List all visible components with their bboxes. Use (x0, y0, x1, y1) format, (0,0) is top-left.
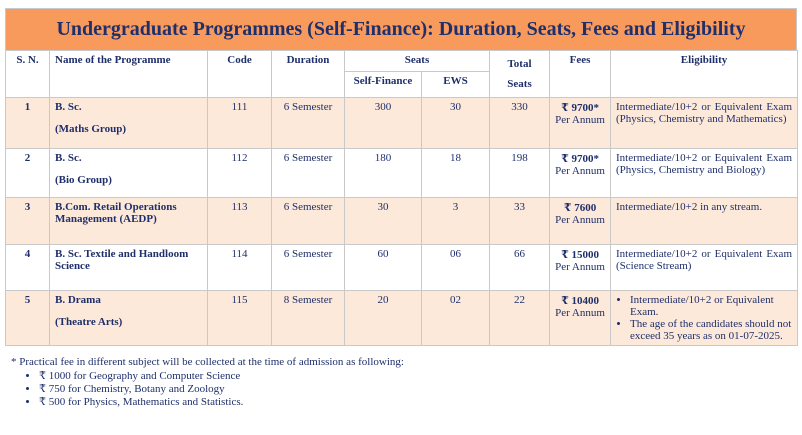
table-header-row (6, 51, 798, 72)
row-name: B. Sc. Textile and Handloom Science (50, 245, 208, 291)
row-total: 330 (490, 98, 550, 149)
row-sn: 5 (6, 291, 50, 346)
header-eligibility: Eligibility (611, 51, 798, 98)
header-total-seats: Total Seats (490, 51, 550, 98)
note-intro: * Practical fee in different subject will be collected at the time of admission as following: (11, 356, 404, 368)
row-duration: 6 Semester (272, 149, 345, 198)
table-row (6, 245, 798, 291)
note-list (11, 370, 797, 409)
row-code: 112 (208, 149, 272, 198)
row-duration: 6 Semester (272, 198, 345, 245)
table-row (6, 98, 798, 149)
row-ews: 30 (422, 98, 490, 149)
row-total: 66 (490, 245, 550, 291)
row-fee: ₹ 15000 Per Annum (550, 245, 611, 291)
row-name: B.Com. Retail Operations Management (AEDP) (50, 198, 208, 245)
row-sn: 3 (6, 198, 50, 245)
eligibility-bullets (616, 294, 792, 342)
row-fee: ₹ 7600 Per Annum (550, 198, 611, 245)
row-self-finance: 20 (345, 291, 422, 346)
row-self-finance: 180 (345, 149, 422, 198)
row-eligibility: Intermediate/10+2 or Equivalent Exam (Physics, Chemistry and Biology) (611, 149, 798, 198)
row-duration: 8 Semester (272, 291, 345, 346)
header-duration: Duration (272, 51, 345, 98)
header-name: Name of the Programme (50, 51, 208, 98)
row-fee: ₹ 10400 Per Annum (550, 291, 611, 346)
list-item: • ₹ 750 for Chemistry, Botany and Zoology (39, 383, 797, 396)
row-self-finance: 30 (345, 198, 422, 245)
row-self-finance: 300 (345, 98, 422, 149)
row-ews: 06 (422, 245, 490, 291)
table-row (6, 149, 798, 198)
row-ews: 3 (422, 198, 490, 245)
table-row (6, 291, 798, 346)
row-name: B. Sc. (Maths Group) (50, 98, 208, 149)
row-code: 114 (208, 245, 272, 291)
row-total: 33 (490, 198, 550, 245)
header-fees: Fees (550, 51, 611, 98)
row-eligibility: Intermediate/10+2 or Equivalent Exam (Science Stream) (611, 245, 798, 291)
row-code: 113 (208, 198, 272, 245)
row-eligibility: Intermediate/10+2 in any stream. (611, 198, 798, 245)
row-eligibility: Intermediate/10+2 or Equivalent Exam (Physics, Chemistry and Mathematics) (611, 98, 798, 149)
row-duration: 6 Semester (272, 98, 345, 149)
row-self-finance: 60 (345, 245, 422, 291)
list-item: • ₹ 1000 for Geography and Computer Science (39, 370, 797, 383)
list-item: • Intermediate/10+2 or Equivalent Exam. (630, 294, 792, 318)
programmes-panel (5, 8, 797, 409)
list-item: • ₹ 500 for Physics, Mathematics and Statistics. (39, 396, 797, 409)
row-ews: 18 (422, 149, 490, 198)
list-item: • The age of the candidates should not exceed 35 years as on 01-07-2025. (630, 318, 792, 342)
row-fee: ₹ 9700* Per Annum (550, 98, 611, 149)
table-row (6, 198, 798, 245)
row-sn: 4 (6, 245, 50, 291)
row-duration: 6 Semester (272, 245, 345, 291)
row-fee: ₹ 9700* Per Annum (550, 149, 611, 198)
row-code: 115 (208, 291, 272, 346)
row-total: 198 (490, 149, 550, 198)
row-total: 22 (490, 291, 550, 346)
row-sn: 2 (6, 149, 50, 198)
row-name: B. Sc. (Bio Group) (50, 149, 208, 198)
row-eligibility (611, 291, 798, 346)
header-self-finance: Self-Finance (345, 72, 422, 98)
row-name: B. Drama (Theatre Arts) (50, 291, 208, 346)
row-ews: 02 (422, 291, 490, 346)
header-code: Code (208, 51, 272, 98)
row-sn: 1 (6, 98, 50, 149)
header-ews: EWS (422, 72, 490, 98)
practical-fee-note (5, 356, 797, 409)
page-title: Undergraduate Programmes (Self-Finance): Duration, Seats, Fees and Eligibility (5, 8, 797, 50)
header-sn: S. N. (6, 51, 50, 98)
header-seats: Seats (345, 51, 490, 72)
programmes-table (5, 50, 798, 346)
row-code: 111 (208, 98, 272, 149)
